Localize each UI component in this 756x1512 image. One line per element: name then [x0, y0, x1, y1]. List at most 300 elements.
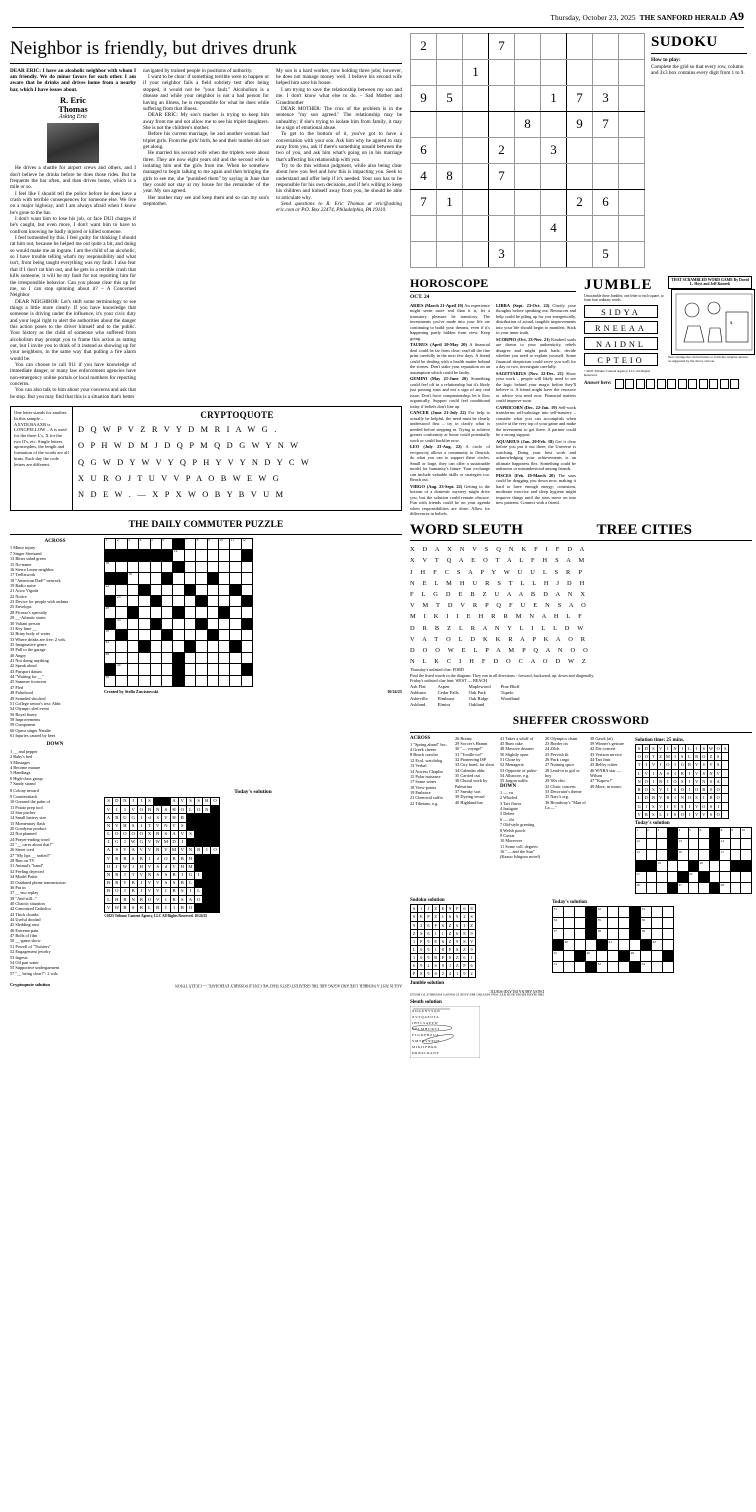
sudoku-cell[interactable] [619, 241, 645, 267]
crossword-cell[interactable] [207, 641, 218, 652]
crossword-cell[interactable] [575, 918, 586, 929]
crossword-cell[interactable] [150, 652, 161, 663]
crossword-cell[interactable] [139, 573, 150, 584]
crossword-cell[interactable] [699, 883, 710, 894]
commuter-crossword-grid[interactable] [104, 538, 253, 687]
sudoku-cell[interactable] [593, 163, 619, 189]
crossword-cell[interactable] [161, 561, 172, 572]
sudoku-cell[interactable] [593, 59, 619, 85]
crossword-cell[interactable] [184, 675, 195, 686]
crossword-cell[interactable]: 34 [553, 918, 564, 929]
crossword-cell[interactable] [720, 872, 731, 883]
crossword-cell[interactable]: 36 [641, 918, 652, 929]
crossword-cell[interactable] [150, 607, 161, 618]
crossword-cell[interactable] [173, 584, 184, 595]
crossword-cell[interactable] [196, 584, 207, 595]
crossword-cell[interactable]: 29 [105, 607, 116, 618]
crossword-cell[interactable] [207, 561, 218, 572]
crossword-cell[interactable]: 1 [636, 828, 647, 839]
sudoku-cell[interactable] [541, 163, 567, 189]
crossword-cell[interactable] [196, 561, 207, 572]
crossword-cell[interactable] [641, 951, 652, 962]
sudoku-cell[interactable] [619, 85, 645, 111]
crossword-cell[interactable]: 31 [553, 907, 564, 918]
crossword-cell[interactable]: 2 [646, 828, 656, 839]
crossword-cell[interactable] [218, 641, 229, 652]
crossword-cell[interactable]: 2 [116, 538, 127, 549]
sudoku-cell[interactable]: 3 [489, 241, 515, 267]
crossword-cell[interactable] [116, 607, 127, 618]
crossword-cell[interactable] [619, 918, 630, 929]
sudoku-cell[interactable] [541, 111, 567, 137]
sudoku-cell[interactable] [437, 215, 463, 241]
crossword-cell[interactable]: 27 [678, 883, 689, 894]
crossword-cell[interactable]: 6 [699, 828, 710, 839]
crossword-cell[interactable] [564, 918, 575, 929]
crossword-cell[interactable] [139, 595, 150, 606]
sudoku-cell[interactable] [489, 85, 515, 111]
sudoku-cell[interactable] [567, 163, 593, 189]
crossword-cell[interactable] [161, 607, 172, 618]
crossword-cell[interactable] [699, 850, 710, 861]
crossword-cell[interactable] [196, 607, 207, 618]
crossword-cell[interactable] [688, 839, 699, 850]
sudoku-cell[interactable]: 5 [593, 241, 619, 267]
crossword-cell[interactable]: 19 [657, 861, 668, 872]
crossword-cell[interactable] [173, 641, 184, 652]
sudoku-cell[interactable]: 8 [515, 111, 541, 137]
crossword-cell[interactable] [161, 595, 172, 606]
crossword-cell[interactable]: 9 [207, 538, 218, 549]
sudoku-cell[interactable] [619, 33, 645, 59]
crossword-cell[interactable] [127, 664, 138, 675]
sudoku-cell[interactable] [515, 163, 541, 189]
crossword-cell[interactable] [184, 618, 195, 629]
sudoku-cell[interactable] [541, 189, 567, 215]
crossword-cell[interactable] [688, 883, 699, 894]
jumble-word-1[interactable]: SIDYA [584, 305, 658, 318]
sudoku-cell[interactable] [437, 241, 463, 267]
crossword-cell[interactable] [116, 641, 127, 652]
sudoku-cell[interactable] [515, 241, 541, 267]
crossword-cell[interactable] [196, 550, 207, 561]
sudoku-cell[interactable] [593, 215, 619, 241]
sudoku-cell[interactable]: 7 [411, 189, 437, 215]
crossword-cell[interactable] [230, 595, 241, 606]
crossword-cell[interactable]: 14 [173, 550, 184, 561]
crossword-cell[interactable] [652, 918, 663, 929]
crossword-cell[interactable] [241, 630, 252, 641]
crossword-cell[interactable] [657, 872, 668, 883]
crossword-cell[interactable]: 6 [161, 538, 172, 549]
crossword-cell[interactable] [241, 607, 252, 618]
crossword-cell[interactable] [150, 561, 161, 572]
crossword-cell[interactable] [173, 573, 184, 584]
crossword-cell[interactable] [116, 584, 127, 595]
crossword-cell[interactable]: 10 [218, 538, 229, 549]
crossword-cell[interactable]: 18 [127, 573, 138, 584]
crossword-cell[interactable] [657, 839, 668, 850]
crossword-cell[interactable] [241, 584, 252, 595]
crossword-cell[interactable] [608, 962, 619, 973]
sudoku-cell[interactable] [463, 241, 489, 267]
crossword-cell[interactable]: 17 [720, 850, 731, 861]
crossword-cell[interactable] [608, 918, 619, 929]
crossword-cell[interactable]: 16 [678, 850, 689, 861]
crossword-cell[interactable]: 20 [699, 861, 710, 872]
crossword-cell[interactable] [646, 872, 656, 883]
crossword-cell[interactable] [230, 550, 241, 561]
crossword-cell[interactable] [116, 652, 127, 663]
crossword-cell[interactable] [564, 907, 575, 918]
crossword-cell[interactable]: 22 [105, 584, 116, 595]
crossword-cell[interactable] [652, 951, 663, 962]
crossword-cell[interactable]: 3 [657, 828, 668, 839]
sudoku-cell[interactable] [567, 215, 593, 241]
crossword-cell[interactable] [207, 607, 218, 618]
crossword-cell[interactable] [564, 951, 575, 962]
crossword-cell[interactable] [184, 607, 195, 618]
sudoku-cell[interactable]: 7 [489, 163, 515, 189]
crossword-cell[interactable] [230, 630, 241, 641]
crossword-cell[interactable] [207, 664, 218, 675]
crossword-cell[interactable]: 33 [641, 907, 652, 918]
sudoku-cell[interactable]: 1 [541, 85, 567, 111]
crossword-cell[interactable]: 21 [636, 872, 647, 883]
sudoku-cell[interactable] [463, 163, 489, 189]
crossword-cell[interactable]: 15 [636, 850, 647, 861]
crossword-cell[interactable] [127, 641, 138, 652]
crossword-cell[interactable] [230, 664, 241, 675]
crossword-cell[interactable] [608, 951, 619, 962]
crossword-cell[interactable] [575, 929, 586, 940]
crossword-cell[interactable] [230, 618, 241, 629]
crossword-cell[interactable] [184, 561, 195, 572]
crossword-cell[interactable] [161, 584, 172, 595]
sudoku-cell[interactable] [619, 111, 645, 137]
crossword-cell[interactable]: 5 [688, 828, 699, 839]
sudoku-cell[interactable] [411, 241, 437, 267]
crossword-cell[interactable] [173, 618, 184, 629]
crossword-cell[interactable]: 33 [116, 618, 127, 629]
crossword-cell[interactable] [230, 573, 241, 584]
crossword-cell[interactable]: 22 [688, 872, 699, 883]
crossword-cell[interactable]: 13 [678, 839, 689, 850]
crossword-cell[interactable] [161, 664, 172, 675]
crossword-cell[interactable] [207, 584, 218, 595]
crossword-cell[interactable] [646, 850, 656, 861]
crossword-cell[interactable] [608, 907, 619, 918]
sudoku-cell[interactable] [567, 137, 593, 163]
crossword-cell[interactable] [646, 839, 656, 850]
sudoku-cell[interactable] [593, 33, 619, 59]
crossword-cell[interactable]: 4 [678, 828, 689, 839]
sudoku-cell[interactable] [619, 137, 645, 163]
crossword-cell[interactable]: 25 [116, 595, 127, 606]
sudoku-cell[interactable] [515, 215, 541, 241]
crossword-cell[interactable] [161, 618, 172, 629]
crossword-cell[interactable] [139, 607, 150, 618]
crossword-cell[interactable]: 42 [652, 940, 663, 951]
sudoku-cell[interactable] [411, 111, 437, 137]
crossword-cell[interactable] [150, 675, 161, 686]
crossword-cell[interactable] [608, 929, 619, 940]
sudoku-cell[interactable]: 4 [411, 163, 437, 189]
sudoku-cell[interactable] [619, 163, 645, 189]
sudoku-cell[interactable] [489, 215, 515, 241]
sudoku-cell[interactable] [567, 33, 593, 59]
crossword-cell[interactable]: 28 [720, 883, 731, 894]
crossword-cell[interactable] [127, 595, 138, 606]
crossword-cell[interactable] [741, 850, 752, 861]
crossword-cell[interactable] [139, 675, 150, 686]
jumble-answer-boxes[interactable] [615, 379, 740, 389]
jumble-word-2[interactable]: RNEEAA [584, 321, 658, 334]
crossword-cell[interactable]: 39 [641, 929, 652, 940]
sudoku-cell[interactable] [515, 189, 541, 215]
crossword-cell[interactable]: 37 [553, 929, 564, 940]
crossword-cell[interactable]: 39 [105, 630, 116, 641]
crossword-cell[interactable]: 14 [720, 839, 731, 850]
crossword-cell[interactable] [586, 940, 597, 951]
sudoku-cell[interactable] [567, 59, 593, 85]
sudoku-cell[interactable] [541, 241, 567, 267]
sudoku-cell[interactable] [619, 59, 645, 85]
crossword-cell[interactable] [652, 962, 663, 973]
crossword-cell[interactable] [207, 652, 218, 663]
crossword-cell[interactable] [709, 872, 719, 883]
sudoku-cell[interactable]: 7 [593, 111, 619, 137]
crossword-cell[interactable] [218, 618, 229, 629]
sudoku-cell[interactable]: 5 [437, 85, 463, 111]
sheffer-bottom-grid[interactable] [552, 906, 674, 973]
crossword-cell[interactable] [196, 664, 207, 675]
crossword-cell[interactable]: 3 [127, 538, 138, 549]
crossword-cell[interactable] [139, 618, 150, 629]
sudoku-cell[interactable]: 2 [411, 33, 437, 59]
jumble-word-3[interactable]: NAIDNL [584, 337, 658, 350]
sudoku-cell[interactable] [541, 33, 567, 59]
crossword-cell[interactable] [619, 962, 630, 973]
crossword-cell[interactable] [184, 652, 195, 663]
crossword-cell[interactable] [173, 630, 184, 641]
crossword-cell[interactable] [127, 630, 138, 641]
crossword-cell[interactable] [230, 607, 241, 618]
sudoku-cell[interactable] [593, 137, 619, 163]
sudoku-cell[interactable]: 7 [489, 33, 515, 59]
crossword-cell[interactable] [218, 630, 229, 641]
crossword-cell[interactable]: 10 [741, 828, 752, 839]
sudoku-cell[interactable] [515, 85, 541, 111]
crossword-cell[interactable]: 58 [105, 675, 116, 686]
crossword-cell[interactable] [663, 918, 674, 929]
crossword-cell[interactable] [630, 940, 641, 951]
crossword-cell[interactable]: 32 [597, 907, 608, 918]
crossword-cell[interactable] [730, 872, 740, 883]
crossword-cell[interactable] [230, 561, 241, 572]
crossword-cell[interactable] [139, 664, 150, 675]
crossword-cell[interactable] [161, 652, 172, 663]
crossword-cell[interactable] [218, 675, 229, 686]
crossword-cell[interactable] [652, 929, 663, 940]
crossword-cell[interactable] [116, 675, 127, 686]
crossword-cell[interactable]: 1 [105, 538, 116, 549]
crossword-cell[interactable] [241, 675, 252, 686]
sudoku-cell[interactable]: 1 [437, 189, 463, 215]
sudoku-cell[interactable] [515, 33, 541, 59]
sudoku-cell[interactable]: 4 [541, 215, 567, 241]
crossword-cell[interactable] [218, 561, 229, 572]
sudoku-cell[interactable]: 2 [489, 137, 515, 163]
crossword-cell[interactable] [218, 584, 229, 595]
sudoku-grid[interactable] [410, 33, 645, 268]
crossword-cell[interactable] [196, 675, 207, 686]
crossword-cell[interactable] [139, 630, 150, 641]
crossword-cell[interactable] [218, 652, 229, 663]
sudoku-cell[interactable] [463, 189, 489, 215]
crossword-cell[interactable]: 41 [608, 940, 619, 951]
crossword-cell[interactable] [741, 839, 752, 850]
crossword-cell[interactable]: 45 [105, 641, 116, 652]
crossword-cell[interactable]: 54 [641, 962, 652, 973]
crossword-cell[interactable] [652, 907, 663, 918]
crossword-cell[interactable] [150, 584, 161, 595]
sudoku-cell[interactable] [463, 215, 489, 241]
crossword-cell[interactable]: 38 [597, 929, 608, 940]
crossword-cell[interactable] [657, 883, 668, 894]
crossword-cell[interactable] [663, 907, 674, 918]
crossword-cell[interactable] [218, 573, 229, 584]
crossword-cell[interactable]: 46 [586, 951, 597, 962]
crossword-cell[interactable]: 45 [553, 951, 564, 962]
crossword-cell[interactable] [241, 652, 252, 663]
sudoku-cell[interactable] [437, 111, 463, 137]
crossword-cell[interactable] [161, 641, 172, 652]
crossword-cell[interactable] [230, 652, 241, 663]
sudoku-cell[interactable]: 1 [463, 59, 489, 85]
sudoku-cell[interactable]: 3 [593, 85, 619, 111]
crossword-cell[interactable] [663, 962, 674, 973]
sudoku-cell[interactable]: 6 [593, 189, 619, 215]
crossword-cell[interactable]: 52 [597, 962, 608, 973]
crossword-cell[interactable]: 7 [184, 538, 195, 549]
crossword-cell[interactable] [196, 641, 207, 652]
sudoku-cell[interactable] [437, 59, 463, 85]
crossword-cell[interactable] [663, 929, 674, 940]
crossword-cell[interactable]: 26 [636, 883, 647, 894]
sudoku-cell[interactable]: 9 [411, 85, 437, 111]
crossword-cell[interactable] [196, 652, 207, 663]
crossword-cell[interactable] [184, 664, 195, 675]
crossword-cell[interactable]: 35 [597, 918, 608, 929]
crossword-cell[interactable] [150, 630, 161, 641]
crossword-cell[interactable] [619, 929, 630, 940]
crossword-cell[interactable] [730, 850, 740, 861]
crossword-cell[interactable] [161, 675, 172, 686]
sudoku-cell[interactable] [411, 59, 437, 85]
crossword-cell[interactable] [564, 962, 575, 973]
crossword-cell[interactable] [619, 907, 630, 918]
crossword-cell[interactable]: 12 [241, 538, 252, 549]
crossword-cell[interactable] [678, 861, 689, 872]
sudoku-cell[interactable] [567, 241, 593, 267]
sudoku-cell[interactable]: 7 [567, 85, 593, 111]
crossword-cell[interactable] [575, 907, 586, 918]
sudoku-cell[interactable] [463, 137, 489, 163]
sudoku-cell[interactable] [619, 189, 645, 215]
crossword-cell[interactable] [207, 595, 218, 606]
crossword-cell[interactable]: 51 [553, 962, 564, 973]
crossword-cell[interactable] [575, 962, 586, 973]
crossword-cell[interactable] [709, 861, 719, 872]
crossword-cell[interactable] [730, 839, 740, 850]
sudoku-cell[interactable] [463, 33, 489, 59]
crossword-cell[interactable] [196, 573, 207, 584]
crossword-cell[interactable] [619, 940, 630, 951]
crossword-cell[interactable] [663, 940, 674, 951]
sudoku-cell[interactable] [437, 33, 463, 59]
crossword-cell[interactable] [150, 641, 161, 652]
jumble-word-4[interactable]: CPTEIO [584, 353, 658, 366]
sudoku-cell[interactable]: 6 [411, 137, 437, 163]
crossword-cell[interactable] [173, 595, 184, 606]
crossword-cell[interactable] [116, 561, 127, 572]
crossword-cell[interactable] [127, 584, 138, 595]
crossword-cell[interactable] [575, 940, 586, 951]
crossword-cell[interactable] [184, 573, 195, 584]
crossword-cell[interactable] [741, 883, 752, 894]
sudoku-cell[interactable] [437, 137, 463, 163]
crossword-cell[interactable] [207, 675, 218, 686]
sudoku-cell[interactable] [619, 215, 645, 241]
crossword-cell[interactable] [657, 850, 668, 861]
crossword-cell[interactable] [184, 630, 195, 641]
crossword-cell[interactable] [207, 550, 218, 561]
crossword-cell[interactable] [241, 561, 252, 572]
crossword-cell[interactable] [667, 861, 677, 872]
sudoku-cell[interactable] [463, 85, 489, 111]
crossword-cell[interactable]: 48 [630, 951, 641, 962]
crossword-cell[interactable] [241, 573, 252, 584]
crossword-cell[interactable]: 16 [105, 561, 116, 572]
crossword-cell[interactable] [218, 664, 229, 675]
sudoku-cell[interactable] [489, 111, 515, 137]
crossword-cell[interactable] [720, 861, 731, 872]
crossword-cell[interactable]: 48 [105, 652, 116, 663]
crossword-cell[interactable] [564, 929, 575, 940]
sudoku-cell[interactable] [489, 59, 515, 85]
crossword-cell[interactable] [741, 872, 752, 883]
sheffer-crossword-grid[interactable] [635, 827, 752, 894]
sudoku-cell[interactable] [489, 189, 515, 215]
sudoku-cell[interactable]: 8 [437, 163, 463, 189]
crossword-cell[interactable] [597, 951, 608, 962]
sudoku-cell[interactable] [411, 215, 437, 241]
crossword-cell[interactable]: 9 [730, 828, 740, 839]
crossword-cell[interactable] [127, 652, 138, 663]
crossword-cell[interactable] [150, 664, 161, 675]
crossword-cell[interactable] [730, 883, 740, 894]
crossword-cell[interactable] [139, 561, 150, 572]
crossword-cell[interactable] [230, 675, 241, 686]
crossword-cell[interactable]: 12 [636, 839, 647, 850]
word-sleuth-grid[interactable] [410, 544, 752, 667]
crossword-cell[interactable]: 11 [230, 538, 241, 549]
crossword-cell[interactable]: 4 [139, 538, 150, 549]
sudoku-cell[interactable] [515, 137, 541, 163]
crossword-cell[interactable] [196, 630, 207, 641]
sudoku-cell[interactable] [515, 59, 541, 85]
